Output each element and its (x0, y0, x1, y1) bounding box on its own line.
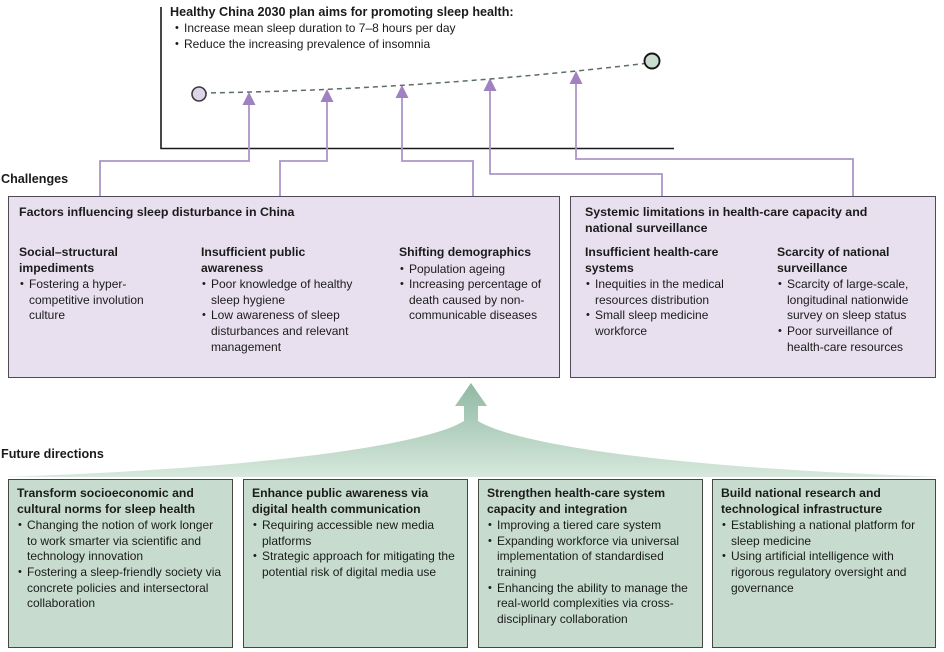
bullet-item: • Expanding workforce via universal implementation of standardised training (487, 534, 694, 581)
future-box-title: Strengthen health-care system capacity and integration (487, 486, 666, 516)
bullet-item: • Inequities in the medical resources distribution (585, 277, 750, 308)
start-point-marker-icon (192, 87, 206, 101)
column-bullets (585, 277, 750, 339)
bullet-item: • Changing the notion of work longer to work smarter via scientific and technology innovation (17, 518, 224, 565)
future-box-title: Build national research and technological infrastructure (721, 486, 883, 516)
column-public-awareness (201, 245, 363, 355)
column-heading: Insufficient health-care systems (585, 245, 719, 275)
bullet-item: • Requiring accessible new media platforms (252, 518, 459, 549)
arrowhead-1-icon (243, 92, 256, 105)
column-shifting-demographics (399, 245, 551, 324)
arrowhead-2-icon (321, 89, 334, 102)
bullet-item: • Strategic approach for mitigating the potential risk of digital media use (252, 549, 459, 580)
column-social-structural (19, 245, 147, 324)
column-bullets (399, 262, 551, 324)
future-box-bullets (252, 518, 459, 580)
trend-dashed-line (202, 63, 649, 93)
goal-block (170, 4, 600, 53)
bullet-item: • Fostering a hyper-competitive involution culture (19, 277, 147, 324)
bullet-item: • Reduce the increasing prevalence of insomnia (174, 37, 600, 53)
arrowhead-3-icon (396, 85, 409, 98)
column-heading: Shifting demographics (399, 245, 532, 259)
column-bullets (201, 277, 363, 355)
connector-5 (576, 83, 853, 197)
bullet-item: • Population ageing (399, 262, 551, 278)
end-point-marker-icon (645, 54, 660, 69)
bullet-item: • Small sleep medicine workforce (585, 308, 750, 339)
bullet-item: • Low awareness of sleep disturbances and relevant management (201, 308, 363, 355)
arrowhead-5-icon (570, 71, 583, 84)
factors-box-title: Factors influencing sleep disturbance in China (19, 205, 295, 219)
column-national-surveillance (777, 245, 927, 355)
challenges-box-systemic (570, 196, 936, 378)
challenges-label: Challenges (1, 172, 69, 186)
future-box-bullets (17, 518, 224, 612)
bullet-item: • Enhancing the ability to manage the real-world complexities via cross-disciplinary collaboration (487, 581, 694, 628)
future-box-research-infrastructure (712, 479, 936, 648)
challenges-box-factors (8, 196, 560, 378)
future-directions-arrow (2, 383, 942, 477)
column-bullets (777, 277, 927, 355)
column-healthcare-systems (585, 245, 750, 340)
future-box-bullets (721, 518, 927, 596)
column-bullets (19, 277, 147, 324)
future-box-title: Enhance public awareness via digital health communication (252, 486, 429, 516)
future-box-socioeconomic (8, 479, 233, 648)
bullet-item: • Using artificial intelligence with rigorous regulatory oversight and governance (721, 549, 927, 596)
column-heading: Insufficient public awareness (201, 245, 306, 275)
bullet-item: • Poor surveillance of health-care resources (777, 324, 927, 355)
connector-lines (100, 83, 853, 197)
goal-bullets (174, 21, 600, 52)
column-heading: Scarcity of national surveillance (777, 245, 890, 275)
connector-1 (100, 104, 249, 197)
future-box-healthcare-capacity (478, 479, 703, 648)
future-box-title: Transform socioeconomic and cultural norms for sleep health (17, 486, 196, 516)
bullet-item: • Improving a tiered care system (487, 518, 694, 534)
future-directions-label: Future directions (1, 447, 104, 461)
bullet-item: • Increase mean sleep duration to 7–8 hours per day (174, 21, 600, 37)
column-heading: Social–structural impediments (19, 245, 118, 275)
trend-arrowheads (243, 71, 583, 105)
bullet-item: • Fostering a sleep-friendly society via concrete policies and intersectoral collaboration (17, 565, 224, 612)
systemic-box-title: Systemic limitations in health-care capacity and national surveillance (585, 205, 868, 235)
future-box-bullets (487, 518, 694, 627)
bullet-item: • Establishing a national platform for sleep medicine (721, 518, 927, 549)
connector-3 (402, 97, 473, 197)
bullet-item: • Increasing percentage of death caused by non-communicable diseases (399, 277, 551, 324)
goal-title: Healthy China 2030 plan aims for promoting sleep health: (170, 5, 514, 19)
future-box-public-awareness (243, 479, 468, 648)
bullet-item: • Poor knowledge of healthy sleep hygiene (201, 277, 363, 308)
bullet-item: • Scarcity of large-scale, longitudinal nationwide survey on sleep status (777, 277, 927, 324)
